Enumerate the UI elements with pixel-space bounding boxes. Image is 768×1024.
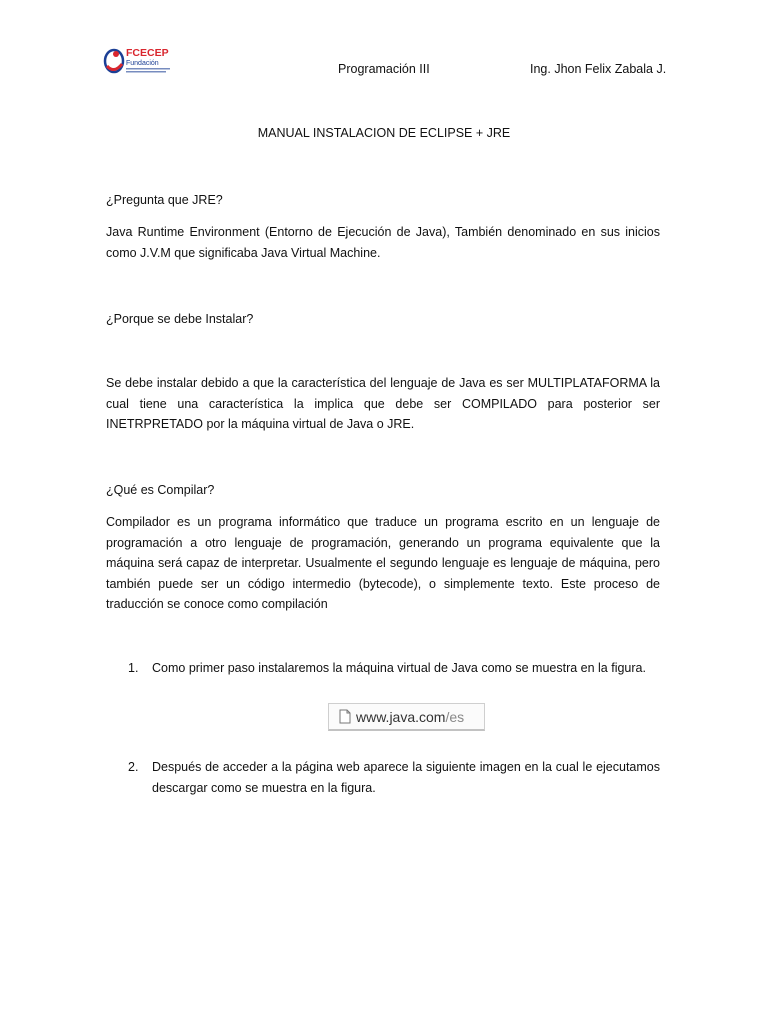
question-compile: ¿Qué es Compilar? — [106, 483, 215, 497]
list-item-text: Como primer paso instalaremos la máquina virtual de Java como se muestra en la figura. — [152, 661, 646, 675]
address-path: /es — [445, 709, 465, 725]
header-course: Programación III — [338, 62, 430, 76]
question-install: ¿Porque se debe Instalar? — [106, 312, 254, 326]
list-item-number: 1. — [128, 661, 139, 675]
header-author: Ing. Jhon Felix Zabala J. — [530, 62, 667, 76]
paragraph-jre: Java Runtime Environment (Entorno de Ejecución de Java), También denominado en sus inicios como J.V.M que significaba Java Virtual Machine. — [106, 225, 660, 260]
address-bar-image — [328, 703, 485, 731]
paragraph-install: Se debe instalar debido a que la característica del lenguaje de Java es ser MULTIPLATAFORMA la cual tiene una característica la implica que debe ser COMPILADO para posterior ser INETRPRETADO por la máquina virtual de Java o JRE. — [106, 376, 660, 431]
question-jre: ¿Pregunta que JRE? — [106, 193, 223, 207]
address-domain: www.java.com — [356, 709, 446, 725]
fcecep-logo — [103, 44, 179, 76]
document-title: MANUAL INSTALACION DE ECLIPSE + JRE — [257, 126, 511, 140]
logo-brand: FCECEP — [126, 47, 169, 59]
address-url — [356, 709, 464, 725]
list-item-number: 2. — [128, 760, 139, 774]
document-icon — [339, 709, 351, 729]
logo-subtitle: Fundación — [126, 60, 159, 67]
list-item-text: Después de acceder a la página web aparece la siguiente imagen en la cual le ejecutamos descargar como se muestra en la figura. — [152, 760, 660, 795]
fcecep-logo-icon — [103, 44, 179, 76]
paragraph-compile: Compilador es un programa informático que traduce un programa escrito en un lenguaje de programación a otro lenguaje de programación, generando un programa equivalente que la máquina será capaz de interpretar. Usualmente el segundo lenguaje es lenguaje de máquina, pero también puede ser un código intermedio (bytecode), o simplemente texto. Este proceso de traducción se conoce como compilación — [106, 515, 660, 611]
